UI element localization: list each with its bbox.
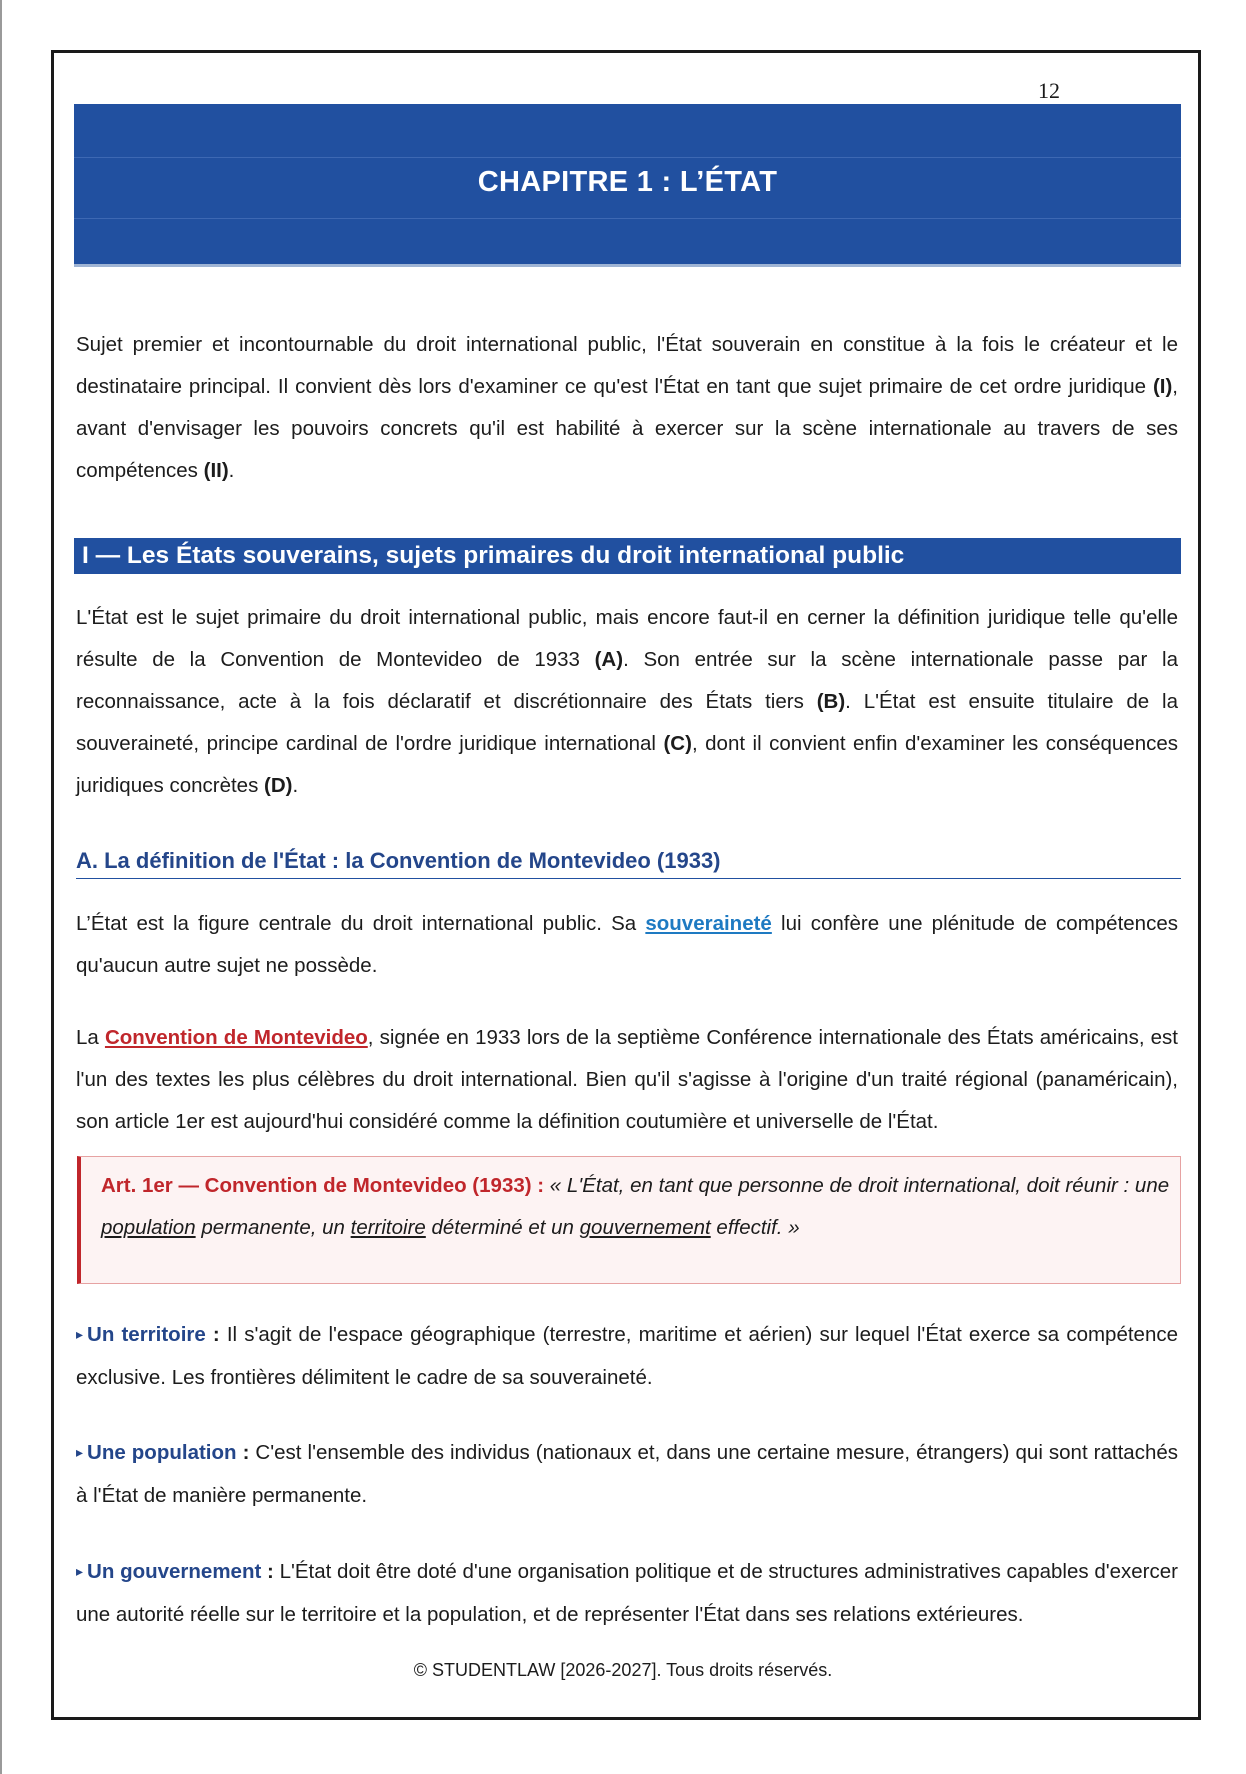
intro-paragraph	[76, 324, 1178, 492]
ref-marker: (D)	[264, 774, 293, 797]
bullet-separator: :	[205, 1323, 227, 1346]
page-number: 12	[1038, 78, 1060, 103]
text-run: La	[76, 1026, 105, 1049]
definition-paragraph	[76, 903, 1178, 987]
montevideo-paragraph	[76, 1017, 1178, 1143]
text-run: . L'État est ensuite titulaire de la souveraineté, principe cardinal de l'ordre juridique international	[76, 690, 1178, 755]
article-quote	[101, 1165, 1171, 1249]
text-run: « L'État, en tant que personne de droit international, doit réunir : une	[549, 1174, 1170, 1197]
underlined-term: population	[101, 1216, 196, 1239]
text-run: L’État est la figure centrale du droit international public. Sa	[76, 912, 646, 935]
bullet-gouvernement	[76, 1551, 1178, 1636]
ref-marker: (B)	[816, 690, 846, 713]
text-run: déterminé et un	[425, 1216, 580, 1239]
text-run: . Son entrée sur la scène internationale passe par la reconnaissance, acte à la fois déclaratif et discrétionnaire des États tiers	[76, 648, 1178, 713]
page-edge	[0, 0, 2, 1774]
ref-marker: (II)	[203, 459, 229, 482]
bullet-text: L'État doit être doté d'une organisation politique et de structures administratives capables d'exercer une autorité réelle sur le territoire et la population, et de représenter l'État dans ses relations extérieures.	[76, 1560, 1178, 1626]
triangle-bullet-icon: ▸	[76, 1444, 84, 1460]
text-run: effectif. »	[710, 1216, 800, 1239]
text-run: , dont il convient enfin d'examiner les conséquences juridiques concrètes	[76, 732, 1179, 797]
subsection-heading: A. La définition de l'État : la Convention de Montevideo (1933)	[76, 844, 1181, 879]
article-quote-box	[77, 1156, 1181, 1284]
section-intro-paragraph	[76, 597, 1178, 807]
underlined-term: gouvernement	[579, 1216, 711, 1239]
banner-rule	[74, 157, 1181, 158]
triangle-bullet-icon: ▸	[76, 1326, 84, 1342]
copyright-footer: © STUDENTLAW [2026-2027]. Tous droits réservés.	[413, 1660, 833, 1680]
bullet-separator: :	[236, 1441, 256, 1464]
underlined-term: territoire	[350, 1216, 426, 1239]
bullet-separator: :	[261, 1560, 280, 1583]
bullet-label: Un gouvernement	[87, 1560, 262, 1583]
text-run: .	[228, 459, 235, 482]
bullet-text: C'est l'ensemble des individus (nationaux et, dans une certaine mesure, étrangers) qui sont rattachés à l'État de manière permanente.	[76, 1441, 1178, 1507]
ref-marker: (C)	[663, 732, 692, 755]
bullet-territoire	[76, 1314, 1178, 1399]
bullet-population	[76, 1432, 1178, 1517]
ref-marker: (I)	[1152, 375, 1173, 398]
text-run: Sujet premier et incontournable du droit international public, l'État souverain en constitue à la fois le créateur et le destinataire principal. Il convient dès lors d'examiner ce qu'est l'État en tant que sujet primaire de cet ordre juridique	[76, 333, 1178, 398]
chapter-title: CHAPITRE 1 : L’ÉTAT	[477, 166, 778, 198]
text-run: L'État est le sujet primaire du droit international public, mais encore faut-il en cerner la définition juridique telle qu'elle résulte de la Convention de Montevideo de 1933	[76, 606, 1178, 671]
text-run: , avant d'envisager les pouvoirs concrets qu'il est habilité à exercer sur la scène internationale au travers de ses compétences	[76, 375, 1178, 482]
bullet-text: Il s'agit de l'espace géographique (terrestre, maritime et aérien) sur lequel l'État exerce sa compétence exclusive. Les frontières délimitent le cadre de sa souveraineté.	[76, 1323, 1178, 1389]
ref-marker: (A)	[594, 648, 624, 671]
triangle-bullet-icon: ▸	[76, 1563, 84, 1579]
banner-rule	[74, 218, 1181, 219]
quote-heading: Art. 1er — Convention de Montevideo (1933) :	[101, 1174, 550, 1197]
text-run: permanente, un	[195, 1216, 351, 1239]
section-heading: I — Les États souverains, sujets primaires du droit international public	[74, 538, 1181, 574]
text-run: lui confère une plénitude de compétences qu'aucun autre sujet ne possède.	[76, 912, 1178, 977]
text-run: , signée en 1933 lors de la septième Conférence internationale des États américains, est l'un des textes les plus célèbres du droit international. Bien qu'il s'agisse à l'origine d'un traité régional (panaméricain), son article 1er est aujourd'hui considéré comme la définition coutumière et universelle de l'État.	[76, 1026, 1178, 1133]
bullet-label: Un territoire	[87, 1323, 206, 1346]
souverainete-link[interactable]: souveraineté	[645, 912, 772, 935]
bullet-label: Une population	[87, 1441, 237, 1464]
chapter-banner	[74, 104, 1181, 264]
montevideo-link[interactable]: Convention de Montevideo	[104, 1026, 368, 1049]
text-run: .	[292, 774, 299, 797]
